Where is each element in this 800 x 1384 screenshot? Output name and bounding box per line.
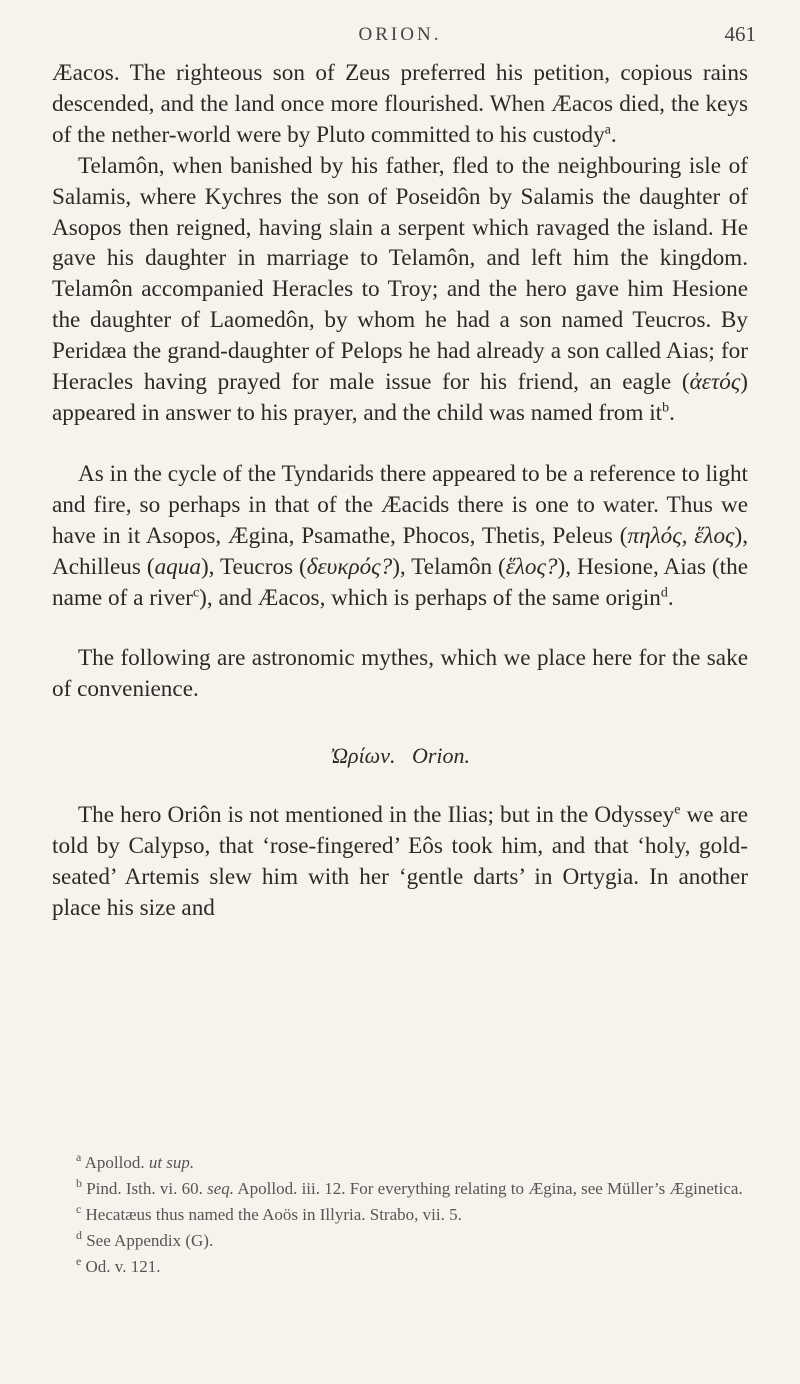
footnote-text: Od. v. 121. [85, 1257, 161, 1276]
running-title: ORION. [358, 24, 442, 45]
text-run: Æacos. The righteous son of Zeus preferred his petition, copious rains descended, and the land once more flourished. When Æacos died, the keys of the nether-world were by Pluto committed to his custody [52, 60, 748, 148]
text-run: Telamôn, when banished by his father, fled to the neighbouring isle of Salamis, where Kychres the son of Poseidôn by Salamis the daughter of Asopos then reigned, having slain a serpent which ravaged the island. He gave his daughter in marriage to Telamôn, and left him the kingdom. Telamôn accompanied Heracles to Troy; and the hero gave him Hesione the daughter of Laomedôn, by whom he had a son named Teucros. By Peridæa the grand-daughter of Pelops he had already a son called Aias; for Heracles having prayed for male issue for his friend, an eagle ( [52, 152, 748, 396]
text-run: ), Achilleus ( [52, 522, 748, 580]
footnote-mark: b [76, 1175, 82, 1190]
text-run: ), Hesione, Aias (the name of a river [52, 553, 749, 611]
text-run: . [667, 584, 674, 611]
paragraph-aeacos [52, 58, 748, 151]
text-run: ) appeared in answer to his prayer, and the child was named from it [52, 369, 748, 426]
footnote-text: Apollod. [84, 1153, 149, 1172]
page-header [0, 14, 800, 54]
footnote-ref-e: e [674, 802, 681, 818]
paragraph-aeacids [52, 459, 748, 614]
text-run: we are told by Calypso, that ‘rose-fingered’ Eôs took him, and that ‘holy, gold-seated’ Artemis slew him with her ‘gentle darts’ in Ortygia. In another place his size and [52, 802, 748, 921]
footnote-ref-d: d [660, 585, 668, 601]
text-run: ), and Æacos, which is perhaps of the same origin [199, 584, 661, 611]
text-run: ), Teucros ( [200, 553, 307, 580]
section-heading-greek: Ὠρίων. [329, 743, 396, 769]
footnote-text: Pind. Isth. vi. 60. [86, 1179, 208, 1198]
text-run: . [669, 399, 675, 426]
footnote-mark: c [76, 1201, 82, 1216]
section-heading-latin: Orion. [411, 743, 471, 769]
footnote-text: Hecatæus thus named the Aoös in Illyria. Strabo, vii. 5. [85, 1205, 462, 1224]
footnote [52, 1254, 748, 1280]
footnote [52, 1176, 748, 1202]
footnote-mark: d [76, 1227, 82, 1242]
footnote-ref-a: a [604, 122, 611, 138]
greek-word: πηλός, ἕλος [627, 522, 735, 549]
paragraph-orion [52, 800, 748, 924]
footnote-italic: ut sup. [148, 1153, 195, 1172]
footnote-mark: e [76, 1253, 82, 1268]
footnote [52, 1228, 748, 1254]
footnote-text: Apollod. iii. 12. For everything relating to Ægina, see Müller’s Æginetica. [234, 1179, 743, 1198]
text-run: ), Telamôn ( [392, 553, 506, 580]
page-number: 461 [724, 22, 756, 46]
footnote [52, 1150, 748, 1176]
section-heading-orion [52, 741, 748, 772]
greek-word: δευκρός? [306, 553, 393, 580]
footnote-italic: seq. [207, 1179, 235, 1198]
footnotes [52, 1150, 748, 1280]
greek-word: ἀετός [689, 369, 741, 396]
text-run: The hero Oriôn is not mentioned in the Ilias; but in the Odyssey [78, 802, 675, 829]
paragraph-astronomic [52, 643, 748, 705]
footnote-ref-b: b [662, 400, 670, 416]
footnote-mark: a [76, 1149, 82, 1164]
text-run: As in the cycle of the Tyndarids there appeared to be a reference to light and fire, so perhaps in that of the Æacids there is one to water. Thus we have in it Asopos, Ægina, Psamathe, Phocos, Thetis, Peleus ( [52, 460, 748, 549]
latin-word: aqua [154, 553, 201, 580]
greek-word: ἕλος? [505, 553, 558, 580]
text-run: The following are astronomic mythes, which we place here for the sake of convenience. [52, 645, 748, 703]
footnote-text: See Appendix (G). [86, 1231, 214, 1250]
paragraph-telamon [52, 151, 748, 429]
footnote [52, 1202, 748, 1228]
text-run: . [610, 121, 617, 148]
footnote-ref-c: c [192, 585, 200, 601]
body-text [52, 58, 748, 924]
